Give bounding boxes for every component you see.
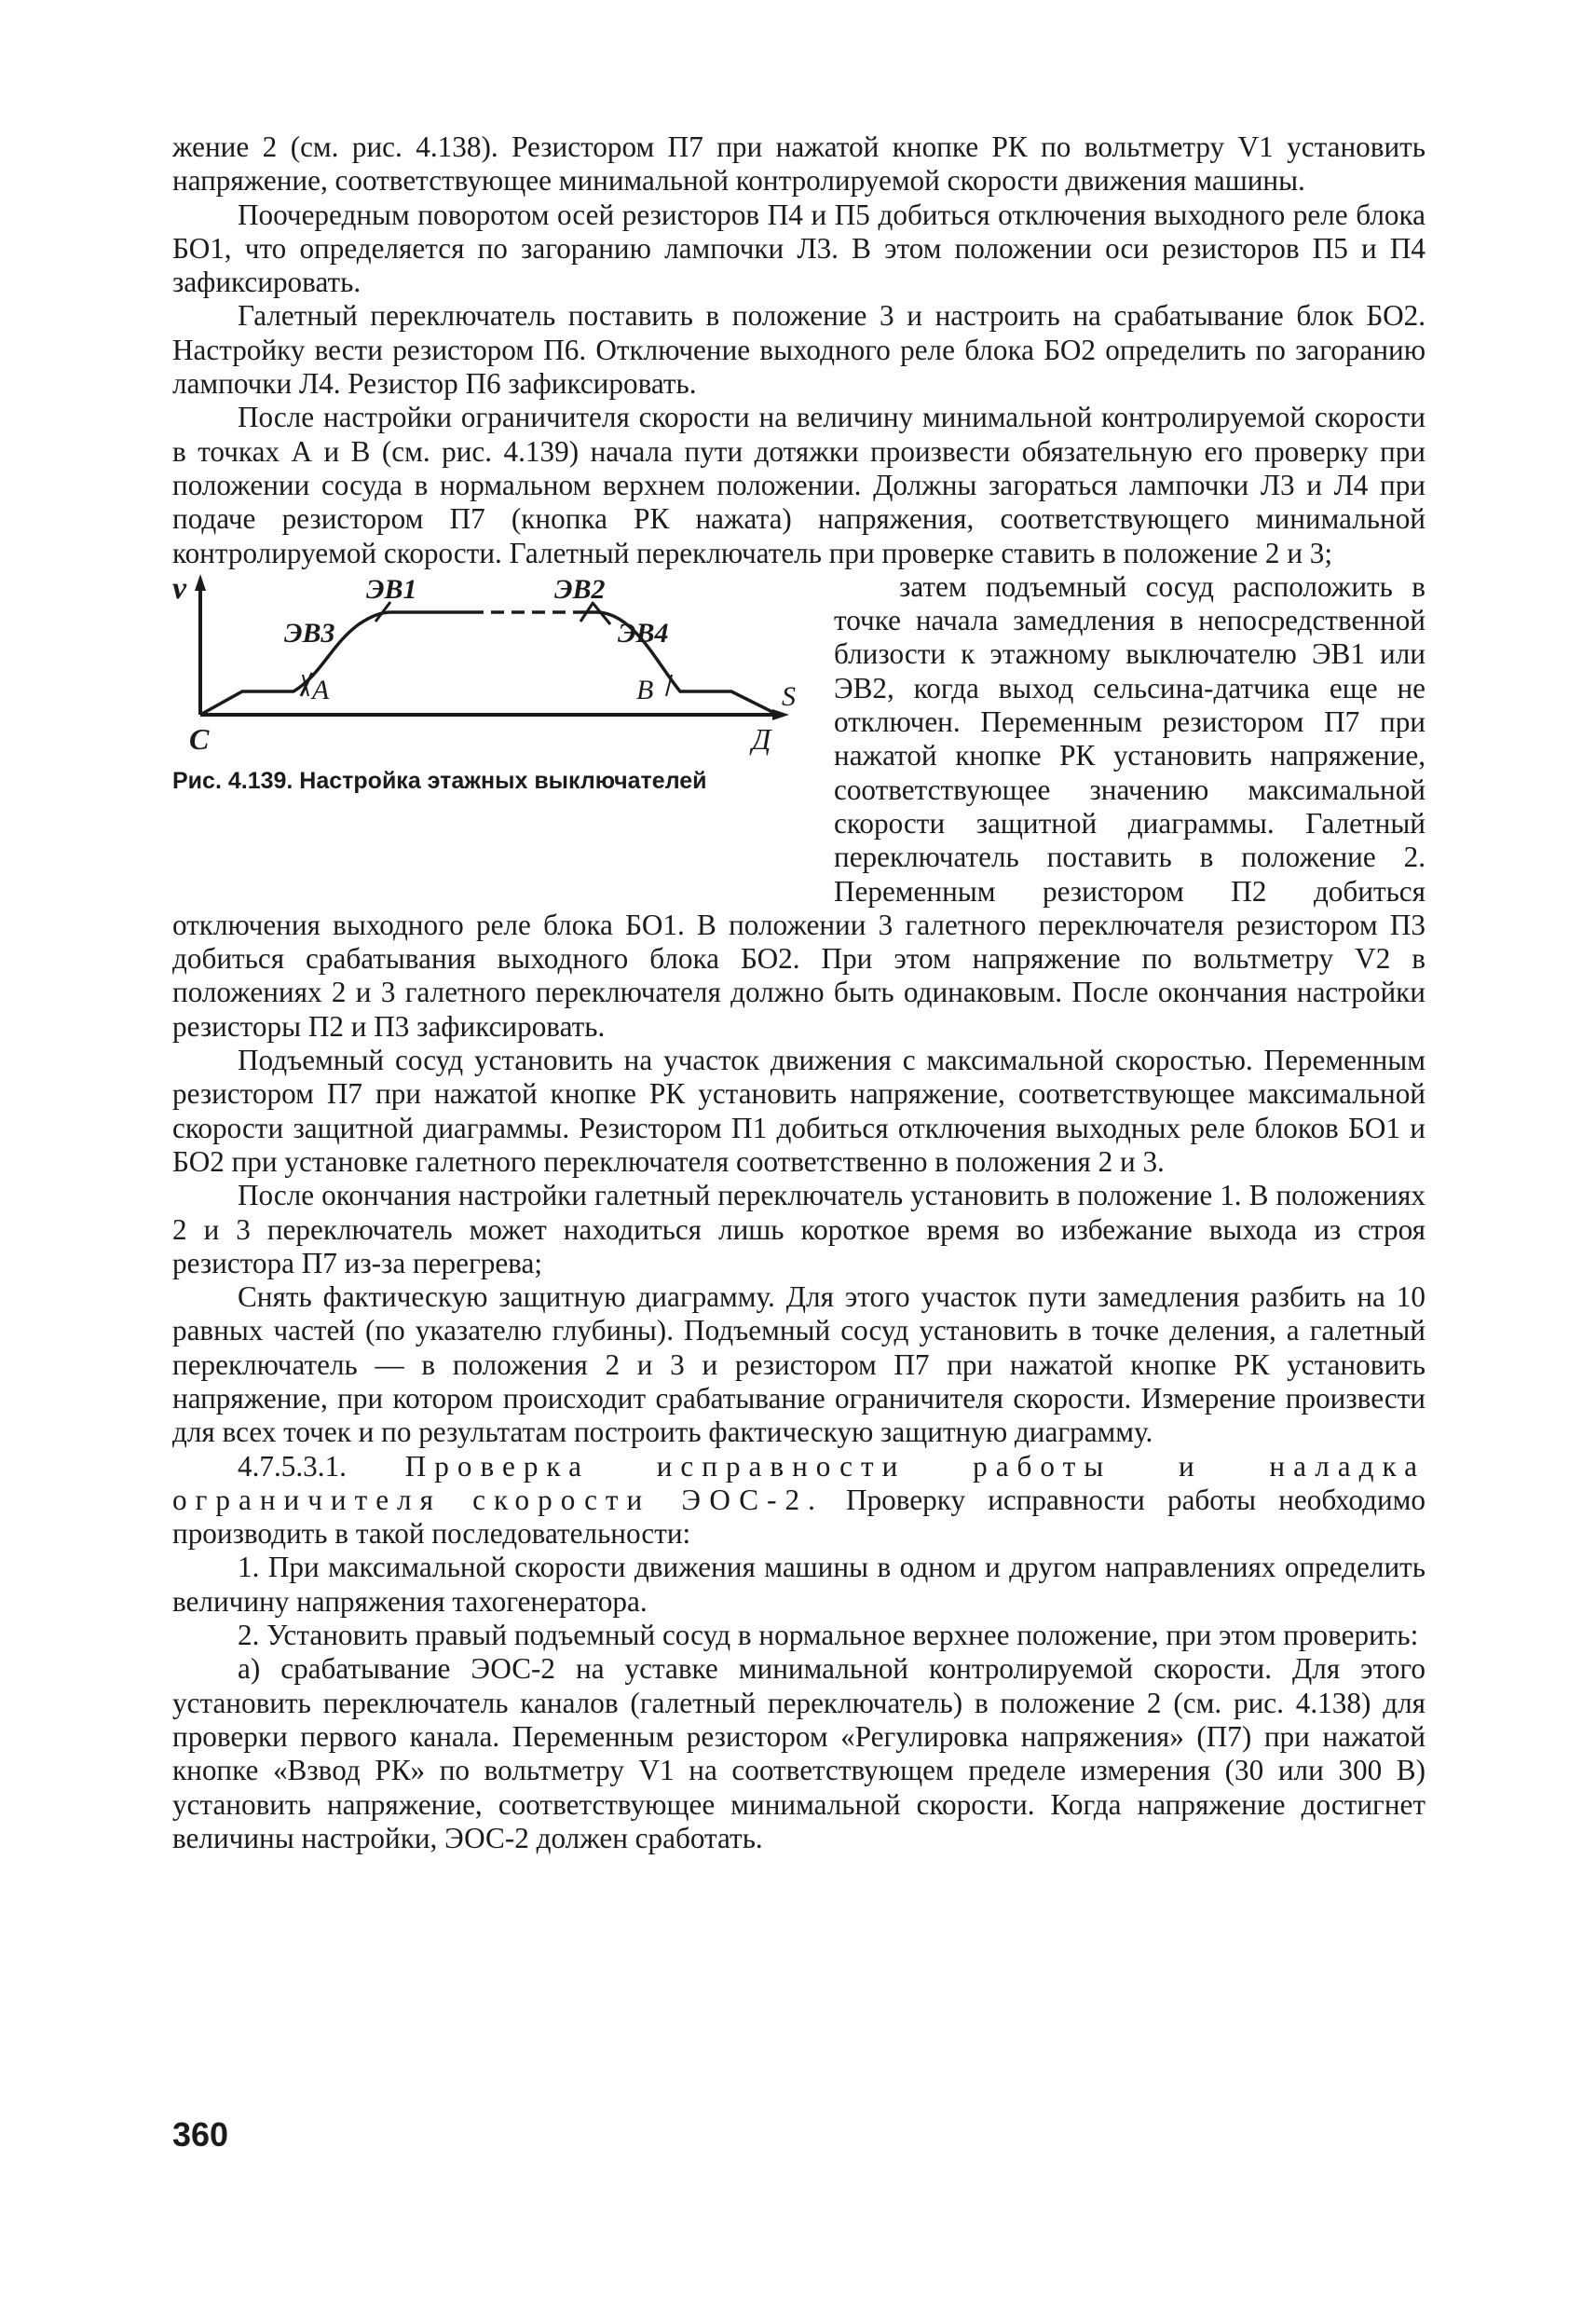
paragraph: Поочередным поворотом осей резисторов П4 и П5 добиться отключения выходного реле блока БО1, что определяется по загоранию лампочки Л3. В этом положении оси резисторов П5 и П4 зафиксировать. (172, 198, 1425, 299)
section-title: Проверка исправности работы и наладка ограничителя скорости ЭОС-2. (172, 1449, 1426, 1516)
paragraph: 1. При максимальной скорости движения машины в одном и другом направлениях определить величину напряжения тахогенератора. (172, 1551, 1425, 1618)
page-number: 360 (172, 2115, 229, 2154)
figure-4-139 (172, 570, 806, 887)
ev2-label: ЭВ2 (554, 573, 606, 605)
paragraph: 2. Установить правый подъемный сосуд в нормальное верхнее положение, при этом проверить: (238, 1619, 1419, 1652)
section-number: 4.7.5.3.1. (238, 1449, 347, 1483)
v-axis-label: v (172, 570, 187, 606)
paragraph: жение 2 (см. рис. 4.138). Резистором П7 при нажатой кнопке РК по вольтметру V1 установить напряжение, соответствующее минимальной контролируемой скорости движения машины. (172, 130, 1425, 198)
speed-diagram (172, 570, 806, 761)
paragraph: После окончания настройки галетный переключатель установить в положение 1. В положениях 2 и 3 переключатель может находиться лишь короткое время во избежание выхода из строя резистора П7 из-за перегрева; (172, 1179, 1425, 1279)
point-d-label: Д (752, 721, 771, 756)
paragraph: затем подъемный сосуд расположить в точке начала замедления в непосредственной близости к этажному выключателю ЭВ1 или ЭВ2, когда выход сельсина-датчика еще не отключен. Переменным резистором П7 при нажатой кнопке РК установить напряжение, соответствующее значению максимальной скорости защитной диаграммы. Галетный переключатель поставить в положение 2. Переменным резистором П2 добиться отключения выходного реле блока БО1. В положении 3 галетного переключателя резистором П3 добиться срабатывания выходного блока БО2. При этом напряжение по вольтметру V2 в положениях 2 и 3 галетного переключателя должно быть одинаковым. После окончания настройки резисторы П2 и П3 зафиксировать. (172, 569, 1425, 1043)
s-axis-label: S (782, 680, 796, 712)
point-a-label: А (312, 674, 330, 705)
point-c-label: С (189, 721, 210, 756)
section-text: Проверку исправности работы необходимо производить в такой последовательности: (172, 1483, 1426, 1551)
page-body (172, 130, 1425, 1855)
speed-curve (200, 612, 471, 715)
point-b-label: В (636, 674, 654, 705)
section-heading-paragraph (172, 1450, 1425, 1552)
v-axis-arrow (195, 574, 206, 591)
speed-curve-descent (582, 612, 778, 715)
figure-caption: Рис. 4.139. Настройка этажных выключателей (172, 767, 707, 794)
paragraph: Подъемный сосуд установить на участок движения с максимальной скоростью. Переменным резистором П7 при нажатой кнопке РК установить напряжение, соответствующее максимальной скорости защитной диаграммы. Резистором П1 добиться отключения выходных реле блоков БО1 и БО2 при установке галетного переключателя соответственно в положения 2 и 3. (172, 1044, 1425, 1178)
ev4-label: ЭВ4 (618, 617, 669, 649)
paragraph: Снять фактическую защитную диаграмму. Для этого участок пути замедления разбить на 10 равных частей (по указателю глубины). Подъемный сосуд установить в точке деления, а галетный переключатель — в положения 2 и 3 и резистором П7 при нажатой кнопке РК установить напряжение, при котором происходит срабатывание ограничителя скорости. Измерение произвести для всех точек и по результатам построить фактическую защитную диаграмму. (172, 1280, 1425, 1449)
paragraph: После настройки ограничителя скорости на величину минимальной контролируемой скорости в точках А и В (см. рис. 4.139) начала пути дотяжки произвести обязательную его проверку при положении сосуда в нормальном верхнем положении. Должны загораться лампочки Л3 и Л4 при подаче резистором П7 (кнопка РК нажата) напряжения, соответствующего минимальной контролируемой скорости. Галетный переключатель при проверке ставить в положение 2 и 3; (172, 401, 1425, 569)
ev1-label: ЭВ1 (366, 573, 417, 605)
paragraph: Галетный переключатель поставить в положение 3 и настроить на срабатывание блок БО2. Настройку вести резистором П6. Отключение выходного реле блока БО2 определить по загоранию лампочки Л4. Резистор П6 зафиксировать. (172, 299, 1425, 401)
ev3-label: ЭВ3 (284, 617, 335, 649)
paragraph: а) срабатывание ЭОС-2 на уставке минимальной контролируемой скорости. Для этого установить переключатель каналов (галетный переключатель) в положение 2 (см. рис. 4.138) для проверки первого канала. Переменным резистором «Регулировка напряжения» (П7) при нажатой кнопке «Взвод РК» по вольтметру V1 на соответствующем пределе измерения (30 или 300 В) установить напряжение, соответствующее минимальной скорости. Когда напряжение достигнет величины настройки, ЭОС-2 должен сработать. (172, 1652, 1425, 1854)
